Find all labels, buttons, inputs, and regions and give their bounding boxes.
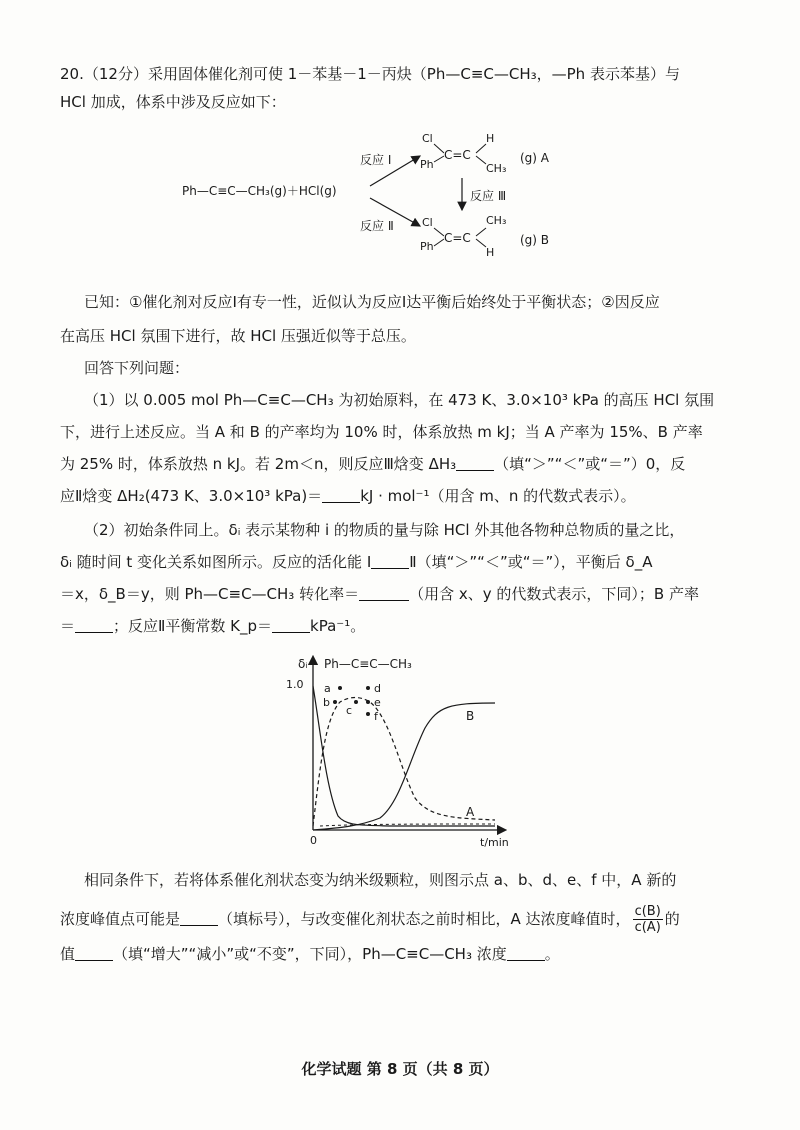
curve-label-B: B: [466, 709, 475, 723]
part2-l3-text-a: ＝x，δ_B＝y，则 Ph—C≡C—CH₃ 转化率＝: [60, 585, 360, 603]
answer-blank-conc-change[interactable]: [507, 946, 545, 961]
fraction-numerator: c(B): [634, 904, 661, 919]
part2-l4-text-a: ＝: [60, 617, 76, 635]
rxn3-label: 反应 Ⅲ: [470, 189, 507, 203]
prodB-h: H: [486, 246, 495, 259]
answer-blank-ea[interactable]: [371, 554, 409, 569]
answer-blank-dh3[interactable]: [456, 456, 494, 471]
ratio-fraction: [633, 904, 663, 935]
reaction-scheme: [170, 120, 590, 270]
part1-l4-text-a: 应Ⅱ焓变 ΔH₂(473 K、3.0×10³ kPa)＝: [60, 487, 323, 505]
part3-line-2: [60, 904, 680, 935]
part3-l2-text-a: 浓度峰值点可能是: [60, 910, 181, 928]
part1-line-2: 下，进行上述反应。当 A 和 B 的产率均为 10% 时，体系放热 m kJ；当 A 产率为 15%、B 产率: [60, 423, 703, 441]
rxn1-label: 反应 Ⅰ: [360, 153, 392, 167]
point-f: [366, 712, 370, 716]
point-e: [366, 700, 370, 704]
part2-l2-text-b: Ⅱ（填“＞”“＜”或“＝”），平衡后 δ_A: [409, 553, 653, 571]
point-a-label: a: [324, 682, 331, 695]
part3-l2-text-b: （填标号），与改变催化剂状态之前时相比，A 达浓度峰值时，: [218, 910, 631, 928]
part1-line-3: [60, 454, 685, 474]
part3-l3-text-a: 值: [60, 945, 76, 963]
part2-line-1: （2）初始条件同上。δᵢ 表示某物种 i 的物质的量与除 HCl 外其他各物种总物质的量之比，: [84, 521, 685, 539]
answer-blank-ratio-change[interactable]: [75, 946, 113, 961]
reactant-text: Ph—C≡C—CH₃(g)＋HCl(g): [182, 184, 337, 198]
y-tick-1: 1.0: [286, 678, 304, 691]
origin-label: 0: [310, 834, 317, 847]
delta-time-graph: [280, 648, 520, 858]
part1-l3-text-b: （填“＞”“＜”或“＝”）0，反: [494, 455, 686, 473]
part2-l3-text-b: （用含 x、y 的代数式表示，下同）；B 产率: [409, 585, 699, 603]
answer-blank-peak-point[interactable]: [180, 911, 218, 926]
part3-line-3: [60, 944, 560, 964]
prodA-ph: Ph: [420, 158, 434, 171]
point-f-label: f: [374, 710, 378, 723]
part3-l2-text-c: 的: [664, 910, 680, 928]
known-line-1: 已知：①催化剂对反应Ⅰ有专一性，近似认为反应Ⅰ达平衡后始终处于平衡状态；②因反应: [84, 293, 660, 311]
answer-intro: 回答下列问题：: [84, 359, 190, 377]
answer-blank-dh2[interactable]: [322, 488, 360, 503]
page-footer: 化学试题 第 8 页（共 8 页）: [301, 1060, 499, 1078]
point-e-label: e: [374, 696, 381, 709]
prodB-cl: Cl: [422, 216, 433, 229]
prodB-label: (g) B: [520, 233, 550, 247]
point-d: [366, 686, 370, 690]
question-line-2: HCl 加成，体系中涉及反应如下：: [60, 93, 286, 111]
point-b: [333, 700, 337, 704]
point-c-label: c: [346, 704, 353, 717]
point-a: [338, 686, 342, 690]
point-c: [354, 700, 358, 704]
part3-l3-text-b: （填“增大”“减小”或“不变”，下同），Ph—C≡C—CH₃ 浓度: [113, 945, 507, 963]
known-line-2: 在高压 HCl 氛围下进行，故 HCl 压强近似等于总压。: [60, 327, 416, 345]
part2-line-3: [60, 584, 699, 604]
part2-line-4: [60, 616, 365, 636]
prodB-ch3: CH₃: [486, 214, 507, 227]
top-species-label: Ph—C≡C—CH₃: [324, 657, 412, 671]
part2-l2-text-a: δᵢ 随时间 t 变化关系如图所示。反应的活化能 Ⅰ: [60, 553, 372, 571]
point-b-label: b: [323, 696, 330, 709]
part1-line-1: （1）以 0.005 mol Ph—C≡C—CH₃ 为初始原料，在 473 K、3.0×10³ kPa 的高压 HCl 氛围: [84, 391, 715, 409]
prodA-label: (g) A: [520, 151, 550, 165]
part2-l4-text-b: ；反应Ⅱ平衡常数 K_p＝: [113, 617, 273, 635]
prodB-cc: C=C: [444, 231, 471, 245]
answer-blank-yield-b[interactable]: [75, 618, 113, 633]
prodA-h: H: [486, 132, 495, 145]
x-axis-label: t/min: [480, 836, 509, 849]
part2-line-2: [60, 552, 652, 572]
prodB-ph: Ph: [420, 240, 434, 253]
part1-line-4: [60, 486, 636, 506]
part1-l4-text-b: kJ · mol⁻¹（用含 m、n 的代数式表示）。: [360, 487, 636, 505]
prodA-cl: Cl: [422, 132, 433, 145]
fraction-denominator: c(A): [634, 920, 661, 935]
answer-blank-conversion[interactable]: [359, 586, 409, 601]
curve-label-A: A: [466, 805, 475, 819]
part3-line-1: 相同条件下，若将体系催化剂状态变为纳米级颗粒，则图示点 a、b、d、e、f 中，A 新的: [84, 871, 677, 889]
rxn2-label: 反应 Ⅱ: [360, 219, 394, 233]
y-axis-label: δᵢ: [298, 657, 308, 671]
prodA-ch3: CH₃: [486, 162, 507, 175]
part3-l3-text-c: 。: [544, 945, 560, 963]
answer-blank-kp[interactable]: [272, 618, 310, 633]
point-d-label: d: [374, 682, 381, 695]
part2-l4-text-c: kPa⁻¹。: [310, 617, 366, 635]
prodA-cc: C=C: [444, 148, 471, 162]
part1-l3-text-a: 为 25% 时，体系放热 n kJ。若 2m＜n，则反应Ⅲ焓变 ΔH₃: [60, 455, 457, 473]
question-line-1: 20.（12分）采用固体催化剂可使 1－苯基－1－丙炔（Ph—C≡C—CH₃，—Ph 表示苯基）与: [60, 65, 680, 83]
